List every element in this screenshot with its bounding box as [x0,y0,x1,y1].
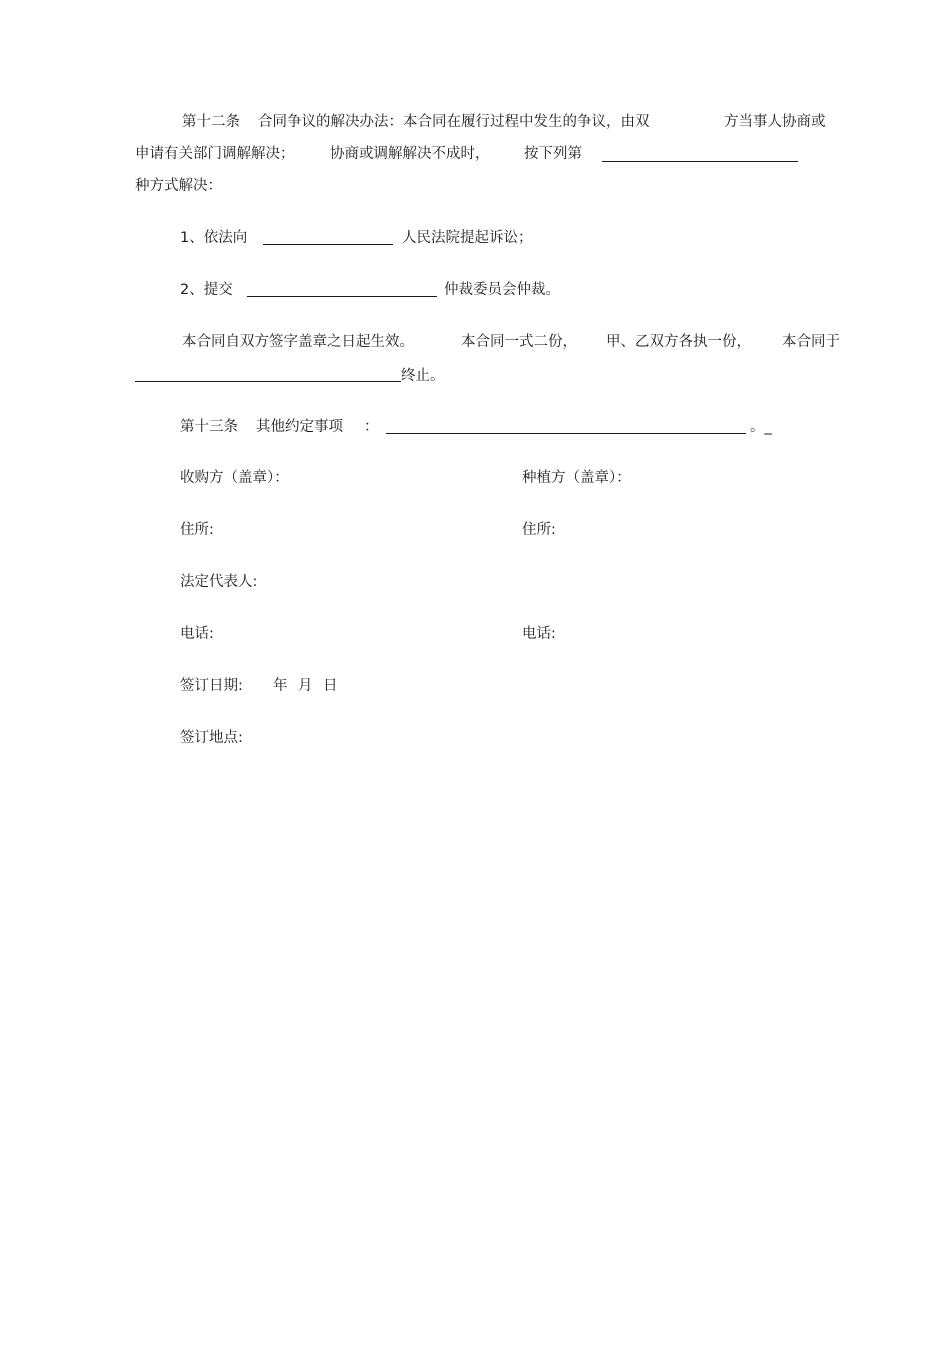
article13-colon: ： [364,419,379,435]
article12-failure-text: 协商或调解解决不成时， [330,146,490,162]
article12-line3 [135,177,222,195]
buyer-address-label: 住所: [180,522,214,538]
legal-representative-label: 法定代表人: [180,574,258,590]
sign-place-label: 签订地点: [180,730,243,746]
effect-text-d: 本合同于 [782,334,840,350]
effect-term-blank[interactable] [135,381,401,382]
effect-line2 [401,367,445,385]
option1-court-blank[interactable] [263,244,393,245]
sign-date-month: 月 [298,678,313,694]
buyer-phone-label: 电话: [180,626,214,642]
sign-date-day: 日 [323,678,338,694]
grower-address-label: 住所: [522,522,556,538]
option1-prefix: 1、依法向 [180,230,248,246]
buyer-seal-label: 收购方（盖章）： [180,470,289,486]
article12-choice-text: 按下列第 [524,146,582,162]
article12-line1-tail: 方当事人协商或 [724,114,826,130]
article13-title: 其他约定事项 [256,419,343,435]
effect-text-b: 本合同一式二份， [461,334,577,350]
effect-text-a: 本合同自双方签字盖章之日起生效。 [182,334,414,350]
article12-heading: 第十二条 [182,114,240,130]
article12-resolution-text: 种方式解决： [135,178,222,194]
option2-suffix: 仲裁委员会仲裁。 [444,282,560,298]
article13-other-matters-blank[interactable] [386,433,746,434]
sign-date-year: 年 [273,678,288,694]
effect-end-text: 终止。 [401,368,445,384]
grower-phone-label: 电话: [522,626,556,642]
effect-text-c: 甲、乙双方各执一份， [606,334,751,350]
option2-prefix: 2、提交 [180,282,233,298]
option1-suffix: 人民法院提起诉讼； [402,230,533,246]
sign-date-label: 签订日期: [180,678,243,694]
article12-title: 合同争议的解决办法：本合同在履行过程中发生的争议，由双 [258,114,650,130]
article12-mediation-text: 申请有关部门调解解决； [135,146,295,162]
article13-end: 。_ [750,419,772,435]
article13-heading: 第十三条 [180,419,238,435]
grower-seal-label: 种植方（盖章）： [522,470,631,486]
article12-choice-blank[interactable] [602,161,798,162]
option2-arbitration-blank[interactable] [247,296,437,297]
